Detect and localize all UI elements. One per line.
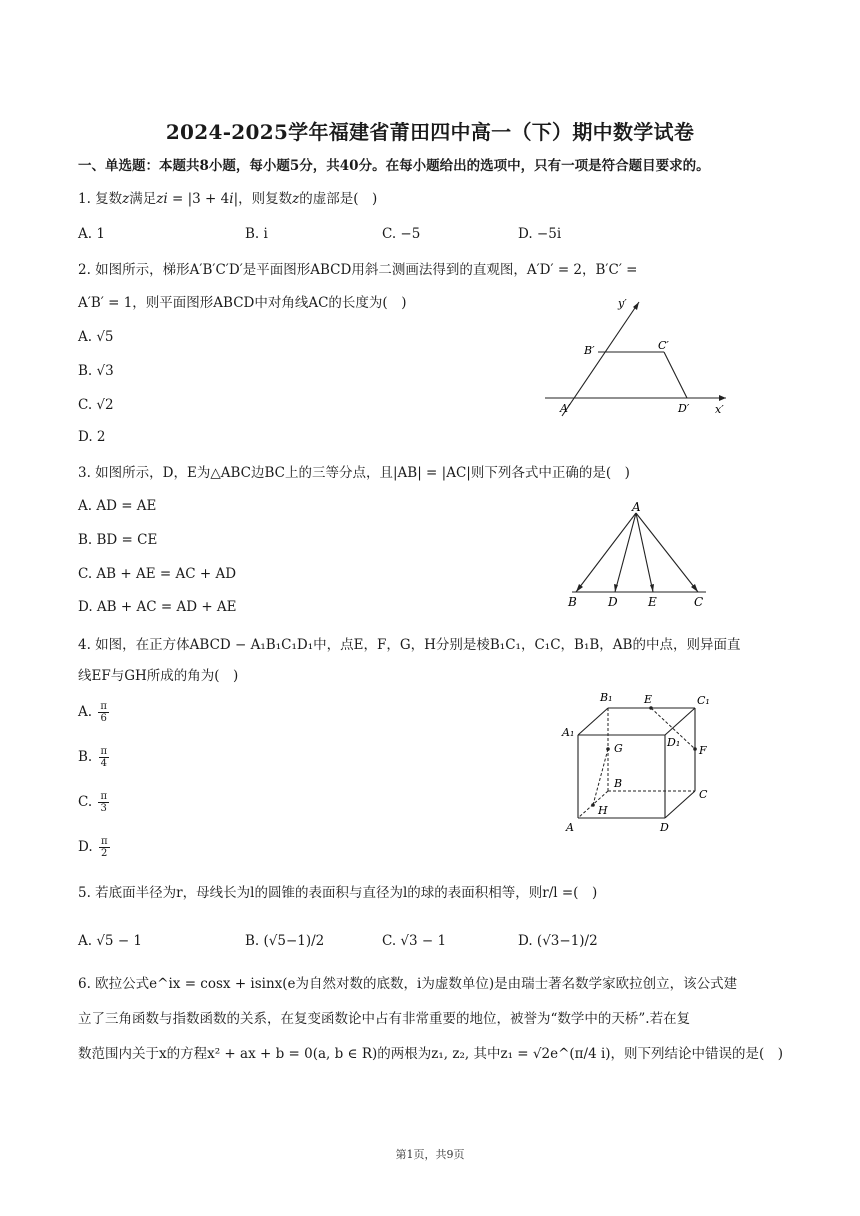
label-D: D (660, 821, 669, 834)
label-H: H (598, 804, 608, 817)
q4-option-d[interactable]: D. $\frac{\pi}{2}$ (78, 836, 108, 859)
question-2-line-2: A′B′ = 1，则平面图形ABCD中对角线AC的长度为( ) (78, 295, 407, 311)
label-C: C (694, 595, 704, 609)
question-6-line-2: 立了三角函数与指数函数的关系，在复变函数论中占有非常重要的地位，被誉为“数学中的天桥”.若在复 (78, 1011, 691, 1027)
trapezoid-figure (540, 292, 740, 424)
x-axis-arrow (719, 395, 726, 401)
label-D: D (608, 595, 618, 609)
question-4-line-2: 线EF与GH所成的角为( ) (78, 668, 239, 684)
question-6-line-3: 数范围内关于x的方程x² + ax + b = 0(a, b ∈ R)的两根为z₁, z₂, 其中z₁ = √2e^(π/4 i)，则下列结论中错误的是( ) (78, 1046, 784, 1062)
label-F: F (699, 744, 707, 757)
question-1-stem: 1. 复数z满足zi = |3 + 4i|，则复数z的虚部是( ) (78, 191, 378, 207)
q1-option-d[interactable]: D. −5i (518, 226, 562, 242)
label-A1: A₁ (562, 726, 575, 739)
page-footer: 第1页，共9页 (395, 1148, 465, 1161)
q2-option-c[interactable]: C. √2 (78, 397, 114, 413)
cube-figure (558, 688, 728, 838)
trapezoid-right-edge (664, 352, 687, 398)
question-3-stem: 3. 如图所示，D，E为△ABC边BC上的三等分点，且|AB| = |AC|则下列各式中正确的是( ) (78, 465, 630, 481)
exam-title: 2024-2025学年福建省莆田四中高一（下）期中数学试卷 (165, 120, 695, 144)
q3-option-d[interactable]: D. AB + AC = AD + AE (78, 599, 237, 615)
q4-option-a[interactable]: A. $\frac{\pi}{6}$ (78, 701, 107, 724)
section-1-heading: 一、单选题：本题共8小题，每小题5分，共40分。在每小题给出的选项中，只有一项是符合题目要求的。 (78, 158, 710, 174)
q2-option-d[interactable]: D. 2 (78, 429, 106, 445)
question-2-line-1: 2. 如图所示，梯形A′B′C′D′是平面图形ABCD用斜二测画法得到的直观图，A′D′ = 2，B′C′ = (78, 262, 638, 278)
q5-option-a[interactable]: A. √5 − 1 (78, 933, 143, 949)
label-E: E (648, 595, 657, 609)
q3-option-c[interactable]: C. AB + AE = AC + AD (78, 566, 237, 582)
q2-option-a[interactable]: A. √5 (78, 329, 114, 345)
q5-option-c[interactable]: C. √3 − 1 (382, 933, 447, 949)
label-D: D′ (678, 402, 690, 415)
label-C: C (699, 788, 708, 801)
label-y: y′ (618, 297, 627, 310)
q2-option-b[interactable]: B. √3 (78, 363, 114, 379)
label-A: A′ (560, 402, 571, 415)
label-C1: C₁ (697, 694, 710, 707)
q4-option-b[interactable]: B. $\frac{\pi}{4}$ (78, 746, 108, 769)
label-A: A (566, 821, 574, 834)
y-axis-line (562, 302, 639, 416)
q3-option-b[interactable]: B. BD = CE (78, 532, 158, 548)
label-E: E (644, 693, 653, 706)
question-6-line-1: 6. 欧拉公式e^ix = cosx + isinx(e为自然对数的底数，i为虚数单位)是由瑞士著名数学家欧拉创立，该公式建 (78, 976, 738, 992)
label-G: G (614, 742, 623, 755)
q3-option-a[interactable]: A. AD = AE (78, 498, 157, 514)
label-B1: B₁ (600, 691, 613, 704)
label-B: B (568, 595, 577, 609)
label-A: A (632, 500, 641, 514)
q5-option-d[interactable]: D. (√3−1)/2 (518, 933, 598, 949)
triangle-figure (560, 498, 720, 610)
q1-option-c[interactable]: C. −5 (382, 226, 421, 242)
label-B: B (614, 777, 623, 790)
q1-option-a[interactable]: A. 1 (78, 226, 105, 242)
label-C: C′ (658, 339, 669, 352)
label-B: B′ (584, 344, 595, 357)
question-5-stem: 5. 若底面半径为r，母线长为l的圆锥的表面积与直径为l的球的表面积相等，则r/l =( ) (78, 885, 598, 901)
q1-option-b[interactable]: B. i (245, 226, 268, 242)
q5-option-b[interactable]: B. (√5−1)/2 (245, 933, 325, 949)
question-4-line-1: 4. 如图，在正方体ABCD − A₁B₁C₁D₁中，点E，F，G，H分别是棱B₁C₁，C₁C，B₁B，AB的中点，则异面直 (78, 637, 741, 653)
q4-option-c[interactable]: C. $\frac{\pi}{3}$ (78, 791, 108, 814)
label-x: x′ (715, 403, 724, 416)
label-D1: D₁ (667, 736, 681, 749)
